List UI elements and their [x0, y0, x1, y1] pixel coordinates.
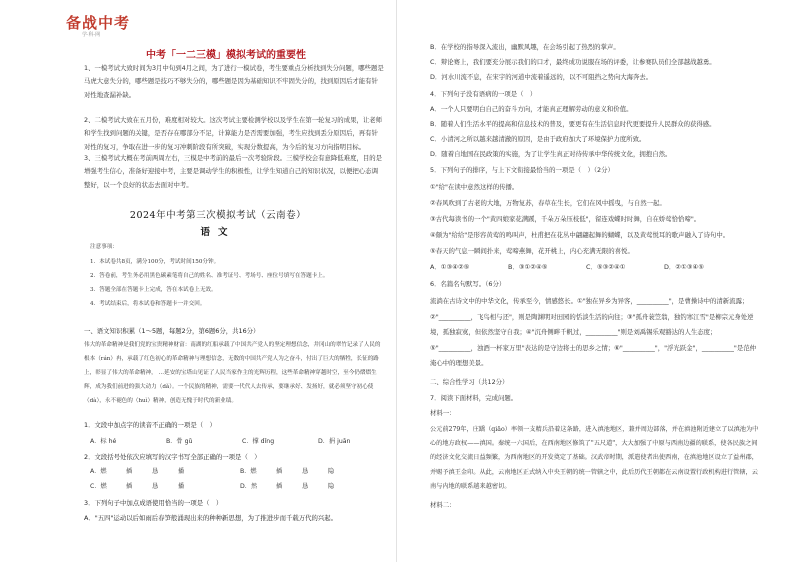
- q2-r2-c2: 插: [276, 468, 283, 475]
- q4-stem: 4．下列句子没有语病的一项是（ ）: [430, 90, 537, 98]
- q2-r4-c2: 插: [276, 483, 283, 490]
- logo: [66, 12, 138, 44]
- passage-line-1: 伟大的革命精神是我们党的宝贵精神财富：南湖的红船承载了中国共产党人的坚定理想信念，井冈山的翠竹记录了人民的根本（rán）冉，承载了红色初心的革命精神与理想信念，无数的中国共产党人为之奋斗，付出了巨大的牺牲，长征的路上，彰显了伟大的革命精神，: [84, 342, 381, 376]
- q2-r3-c4: 播: [178, 483, 185, 490]
- q6-text: 流淌在古诗文中的中华文化，传承至今，情感悠长。①"独在异乡为异客，__________"，是曹操诗中的清新流露；②"__________，飞鸟相与还"，则是陶渊明对田园的恬淡生活的向往；③"孤舟蓑笠翁，独钓寒江雪"是柳宗元身处逆境，孤独寂寞，但依然坚守自我；④"沉舟侧畔千帆过，__________"则是刘禹锡乐观豁达的人生态度；⑤"__________，浊酒一杯家万里"表达的是守边将士的思乡之情；⑥"__________"，"浮光跃金"，__________"是范仲淹心中的理想美景。: [430, 297, 757, 368]
- note-item-3: 3．答题全部在答题卡上完成，答在本试卷上无效。: [90, 287, 217, 293]
- q2-r4-c1: D．然: [240, 483, 258, 490]
- section-2-heading: 二、综合性学习（共12分）: [430, 378, 509, 386]
- note-item-2: 2．答卷前，考生务必用黑色碳素笔将自己的姓名、准考证号、考场号、座位号填写在答题卡上。: [90, 273, 329, 279]
- passage-line-3: （dà），永不褪色的（huì）精神，创造无愧于时代的新业绩。: [84, 398, 237, 404]
- q2-r2-c1: B．燃: [240, 468, 257, 475]
- passage-line-2: …延安的宝塔山见证了人民当家作主的光辉历程，这些革命精神穿越时空，至今仍熠熠生辉，成为我们前进的强大动力（dǎ）。一个民族的精神，需要一代代人去传承，要继承好、发扬好，就必须坚守初心使: [84, 370, 377, 390]
- q3-stem: 3．下列句子中加点成语使用恰当的一项是（ ）: [84, 499, 223, 507]
- q2-row-1[interactable]: [90, 466, 390, 475]
- q5-item-5: ⑤春天的气息一瞬间扑来，莺啼燕舞，花开桃上，内心充满无限的喜悦。: [430, 247, 634, 255]
- q2-r1-c4: 播: [178, 468, 185, 475]
- q1-option-b[interactable]: B．骨 gǔ: [166, 438, 193, 445]
- q5-option-a[interactable]: A．①③④②⑤: [430, 263, 470, 271]
- q5-option-b[interactable]: B．③①②④⑤: [508, 263, 548, 271]
- q4-option-b[interactable]: B．随着人们生活水平的提高和信息技术的普及，要更有在生活信息时代更要提升人民群众的获得感。: [430, 120, 716, 128]
- subject-title: 语文: [200, 227, 236, 238]
- section-1-heading: 一、语文知识积累（1～5题，每题2分，第6题6分，共16分）: [84, 327, 260, 335]
- q1-option-c[interactable]: C．撑 dǐng: [242, 438, 275, 445]
- notes-heading: 注意事项：: [90, 244, 118, 250]
- q2-r1-c2: 插: [126, 468, 133, 475]
- q1-option-d[interactable]: D．捐 juān: [318, 438, 351, 445]
- q5-item-4: ④颇为"给给"是形容黄莺的鸣叫声，杜甫把在花丛中翩翩起舞的蝴蝶，以及黄莺悦耳的歌声融入了诗句中。: [430, 231, 730, 239]
- intro-paragraph-3: 3、三模考试大概在考前两周左右，三模是中考前的最后一次考验阶段。三模学校会有意降低难度，目的是增强考生信心，准备好迎接中考，主要是调动学生的积极性，让学生知道自己的知识状况，以便把心态调整好，以一个良好的状态去面对中考。: [84, 154, 383, 189]
- banner-title: 中考「一二三模」模拟考试的重要性: [146, 50, 306, 61]
- q2-r3-c2: 插: [126, 483, 133, 490]
- q3-option-b[interactable]: B．在学校的指导深入流出，幽默风趣，在会场引起了热烈的掌声。: [430, 43, 620, 51]
- q4-option-c[interactable]: C．小清河之所以越来越清澈的原因，是由于政府加大了环境保护力度所致。: [430, 135, 646, 143]
- exam-title: 2024年中考第三次模拟考试（云南卷）: [129, 210, 307, 221]
- q2-r4-c3: 恳: [302, 483, 309, 490]
- q6-stem: 6．名篇名句默写。（6分）: [430, 280, 506, 288]
- q2-row-2[interactable]: [90, 481, 390, 490]
- logo-subtext: 学·科·网: [82, 32, 101, 38]
- q2-r1-c1: A．燃: [90, 468, 107, 475]
- q5-item-1: ①"给"在读中意然这样的传播。: [430, 183, 519, 191]
- material-1-text: 公元前279年，庄蹻（qiāo）率领一支精兵沿着这条路，进入滇池地区，兼并周边部落，并在滇池附近建立了以滇池为中心的地方政权——滇国。秦统一六国后，在西南地区修筑了"五尺道"，大大加强了中原与西南边疆的联系，使各民族之间的经济文化交流日益频繁，为西南地区的开发奠定了基础。汉武帝时期，派遣使者出使西南，在滇池地区设立了益州郡，并赐予滇王金印。从此，云南地区正式纳入中央王朝的统一管辖之中，此后历代王朝都在云南设置行政机构进行管辖，云南与内地的联系越来越密切。: [430, 426, 759, 490]
- q5-stem: 5．下列句子的排序，与上下文衔接最恰当的一项是（ ）（2分）: [430, 166, 614, 174]
- q3-option-a[interactable]: A．"五四"运动以后如雨后春笋般涌现出来的种种新思想，为了推进步而千载万代的兴起。: [84, 514, 338, 522]
- material-2-label: 材料二：: [430, 501, 456, 509]
- q4-option-a[interactable]: A．一个人只要明白自己的奋斗方向，才能真正理解劳动的意义和价值。: [430, 105, 633, 113]
- material-1-label: 材料一：: [430, 409, 456, 417]
- q3-option-c[interactable]: C．辩论赛上，我们要充分展示我们的口才，最终成功说服在场的评委，让参赛队员们全部越战越勇。: [430, 58, 716, 66]
- q5-options: [430, 260, 760, 275]
- q1-option-a[interactable]: A．标 hé: [90, 438, 117, 445]
- note-item-4: 4．考试结束后，将本试卷和答题卡一并交回。: [90, 301, 206, 307]
- q2-r2-c3: 恳: [302, 468, 309, 475]
- logo-text: 备战中考: [66, 14, 131, 32]
- q5-option-c[interactable]: C．⑤③②④①: [586, 263, 626, 271]
- intro-paragraph-2: 2、二模考试大致在五月份，难度相对较大。这次考试主要检测学校以及学生在第一轮复习的成果，让老师和学生找到问题的关键，是否存在哪部分不足，计算能力是否需要加强，考生应找到丢分原因后，再有针对性的复习，争取在进一步的复习冲刺阶段有所突破，实现分数提高，为今后的复习方向指明目标。: [84, 116, 383, 151]
- q1-stem: 1．文段中加点字的读音不正确的一项是（ ）: [84, 421, 216, 429]
- q1-options: [90, 436, 390, 445]
- q2-r4-c4: 隐: [328, 483, 335, 490]
- q5-option-d[interactable]: D．②①③④⑤: [664, 263, 704, 271]
- q2-r3-c3: 恳: [152, 483, 159, 490]
- q7-stem: 7．阅读下面材料，完成问题。: [430, 394, 518, 402]
- q3-option-d[interactable]: D．河水川流不息，在宋宇的河道中流着遥远的，以不可阻挡之势向大海奔去。: [430, 73, 653, 81]
- note-item-1: 1．本试卷共8页，满分100分，考试时间150分钟。: [90, 259, 220, 265]
- q5-item-2: ②春风吹到了古老的大地，万物复苏，春草在生长，它们在风中摇曳，与自然一起。: [430, 199, 666, 207]
- q5-item-3: ③古代每读书的一个"黄四娘家花满蹊，千朵万朵压枝低"，留连戏蝶时时舞，自在娇莺恰恰啼"。: [430, 215, 701, 223]
- q2-r2-c4: 隐: [328, 468, 335, 475]
- q2-r3-c1: C．燃: [90, 483, 107, 490]
- q4-option-d[interactable]: D．随着自地国在民政策的实施，为了让学生真正对待传承中华传统文化，拥抱自然。: [430, 150, 672, 158]
- q2-stem: 2．文段括号处依次应填写的汉字书写全部正确的一项是（ ）: [84, 453, 261, 461]
- passage-1: [84, 338, 384, 394]
- q2-r1-c3: 恳: [152, 468, 159, 475]
- intro-paragraph-1: 1、一模考试大致时间为3月中旬到4月之间，为了进行一模试卷，考生要重点分析找到失分问题，哪些题是马虎大意失分的，哪些题是技巧不够失分的，哪些题是因为基础知识不牢固失分的，找到原因后才能有针对性地查漏补缺。: [84, 64, 384, 99]
